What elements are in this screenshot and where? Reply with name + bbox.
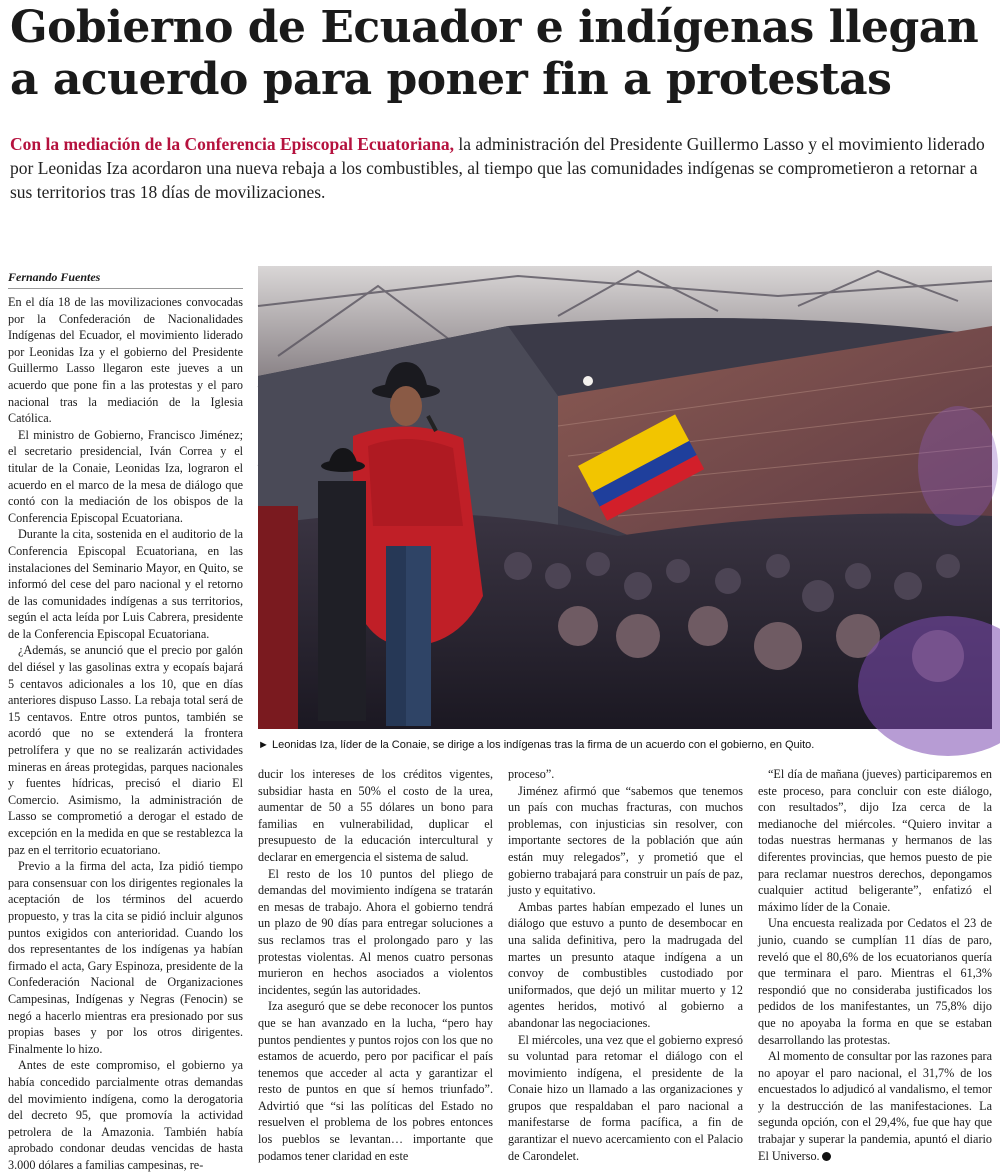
headline-line-1: Gobierno de Ecuador e indígenas llegan <box>10 2 979 53</box>
author-byline: Fernando Fuentes <box>8 270 243 289</box>
article-column-4 <box>758 766 992 1162</box>
paragraph <box>758 1048 992 1164</box>
paragraph: El ministro de Gobierno, Francisco Jiménez; el secretario presidencial, Iván Correa y el titular de la Conaie, Leonidas Iza, lograron el acuerdo en el marco de la mesa de diálogo que contó con la mediación de los obispos de la Conferencia Episcopal Ecuatoriana. <box>8 427 243 525</box>
article-column-3 <box>508 766 743 1162</box>
article-column-1 <box>8 294 243 1172</box>
paragraph: proceso”. <box>508 767 555 781</box>
lead-text: la administración del Presidente Guillermo Lasso y el movimiento liderado por Leonidas Iza acordaron una nueva rebaja a los combustibles, al tiempo que las comunidades indígenas se comprometieron a retornar a sus territorios tras 18 días de movilizaciones. <box>10 134 985 202</box>
photo-caption <box>258 738 992 752</box>
caption-text: Leonidas Iza, líder de la Conaie, se dirige a los indígenas tras la firma de un acuerdo con el gobierno, en Quito. <box>271 739 815 751</box>
paragraph: “El día de mañana (jueves) participaremos en este proceso, para concluir con este diálogo, con resultados”, dijo Iza cerca de la medianoche del miércoles. “Quiero invitar a todas nuestras hermanas y hermanos de las diferentes provincias, que hemos puesto de pie para reclamar nuestros derechos, depongamos cualquier actitud beligerante”, enfatizó el máximo líder de la Conaie. <box>758 767 992 914</box>
paragraph-text: Al momento de consultar por las razones para no apoyar el paro nacional, el 31,7% de los encuestados lo adjudicó al vandalismo, el temor y la destrucción de las manifestaciones. La segunda opción, con el 29,4%, fue que hay que trabajar y superar la pandemia, apuntó el diario El Universo. <box>758 1049 992 1163</box>
lead-paragraph <box>10 132 995 204</box>
paragraph: Iza aseguró que se debe reconocer los puntos que se han avanzado en la lucha, “pero hay puntos pendientes y puntos rojos con los que no estamos de acuerdo, pero por pacificar el país tenemos que acceder al acta y garantizar el resto de puntos en que sí hemos triunfado”. Advirtió que “si las políticas del Estado no resuelven el problema de los pobres entonces los pueblos se levantan… importante que podamos tener claridad en este <box>258 999 493 1163</box>
paragraph: En el día 18 de las movilizaciones convocadas por la Confederación de Nacionalidades Indígenas del Ecuador, el movimiento liderado por Leonidas Iza y el gobierno del Presidente Guillermo Lasso llegaron este jueves a un acuerdo que pone fin a las protestas y el paro nacional tras la mediación de la Iglesia Católica. <box>8 295 243 426</box>
lead-highlight: Con la mediación de la Conferencia Episcopal Ecuatoriana, <box>10 134 454 154</box>
paragraph: Durante la cita, sostenida en el auditorio de la Conferencia Episcopal Ecuatoriana, en las instalaciones del Seminario Mayor, en Quito, se informó del cese del paro nacional y el retorno de las comunidades indígenas a sus territorios, según el acta leída por Luis Cabrera, presidente de la Conferencia Episcopal Ecuatoriana. <box>8 527 243 641</box>
paragraph: El miércoles, una vez que el gobierno expresó su voluntad para retomar el diálogo con el movimiento indígena, el presidente de la Conaie hizo un llamado a las organizaciones y grupos que respaldaban el paro nacional a manifestarse de forma pacífica, a fin de garantizar el nuevo acercamiento con el Palacio de Carondelet. <box>508 1032 743 1163</box>
headline-line-2: a acuerdo para poner fin a protestas <box>10 54 892 105</box>
article-column-2 <box>258 766 493 1162</box>
paragraph: Antes de este compromiso, el gobierno ya había concedido parcialmente otras demandas del movimiento indígena, como la derogatoria del decreto 95, que promovía la actividad petrolera de la Amazonia. También había aprobado condonar deudas vencidas de hasta 3.000 dólares a familias campesinas, re- <box>8 1058 243 1172</box>
caption-arrow-icon: ► <box>258 739 269 751</box>
paragraph: ducir los intereses de los créditos vigentes, subsidiar hasta en 50% el costo de la urea, aumentar de 50 a 55 dólares un bono para familias en vulnerabilidad, duplicar el presupuesto de la educación intercultural y declarar en emergencia el sistema de salud. <box>258 767 493 864</box>
photo-illustration <box>258 266 992 729</box>
end-of-article-icon <box>822 1152 831 1161</box>
paragraph: Jiménez afirmó que “sabemos que tenemos un país con muchas fracturas, con muchos problemas, con injusticias sin resolver, con importante sectores de la población que aún están muy relegados”, y prometió que el gobierno trabajará para construir un país de paz, justo y equitativo. <box>508 783 743 898</box>
article-photo <box>258 266 992 729</box>
paragraph: Previo a la firma del acta, Iza pidió tiempo para consensuar con los dirigentes regionales la aceptación de los términos del acuerdo propuesto, y tras la cita se pidió incluir algunos puntos exigidos con anterioridad. Cuando los dos representantes de los indígenas ya habían firmado el acta, Gary Espinoza, presidente de la Confederación Nacional de Organizaciones Campesinas, Indígenas y Negras (Fenocin) se negó a hacerlo mientras era presionado por sus propias bases y por los otros dirigentes. Finalmente lo hizo. <box>8 859 243 1056</box>
paragraph: ¿Además, se anunció que el precio por galón del diésel y las gasolinas extra y ecopaís bajará 5 centavos adicionales a los 10, que en días anteriores dispuso Lasso. La rebaja total será de 15 centavos. Entre otros puntos, también se acordó que no se extenderá la frontera petrolífera y que no se realizarán actividades mineras en áreas protegidas, parques nacionales y fuentes hídricas, precisó el diario El Comercio. Asimismo, la administración de Lasso se comprometió a derogar el estado de excepción en la medida en que se restablezca la paz en el territorio ecuatoriano. <box>8 643 243 857</box>
paragraph: Una encuesta realizada por Cedatos el 23 de junio, cuando se cumplían 11 días de paro, reveló que el 80,6% de los ecuatorianos quería que terminara el paro. Mientras el 61,3% respondió que no consideraba justificados los pedidos de los manifestantes, un 75,8% dijo que no apoyaba la forma en que se estaban desarrollando las protestas. <box>758 916 992 1047</box>
headline <box>10 2 995 106</box>
paragraph: Ambas partes habían empezado el lunes un diálogo que estuvo a punto de desembocar en una salida definitiva, pero la madrugada del martes un presunto ataque indígena a un convoy de combustibles custodiado por uniformados, que dejó un militar muerto y 12 agentes heridos, motivó al gobierno a abandonar las negociaciones. <box>508 899 743 1030</box>
paragraph: El resto de los 10 puntos del pliego de demandas del movimiento indígena se tratarán en mesas de trabajo. Ahora el gobierno tendrá un plazo de 90 días para entregar soluciones a sus reclamos tras el prolongado paro y las protestas violentas. Al menos cuatro personas murieron en hechos asociados a violentos incidentes, según las autoridades. <box>258 866 493 997</box>
